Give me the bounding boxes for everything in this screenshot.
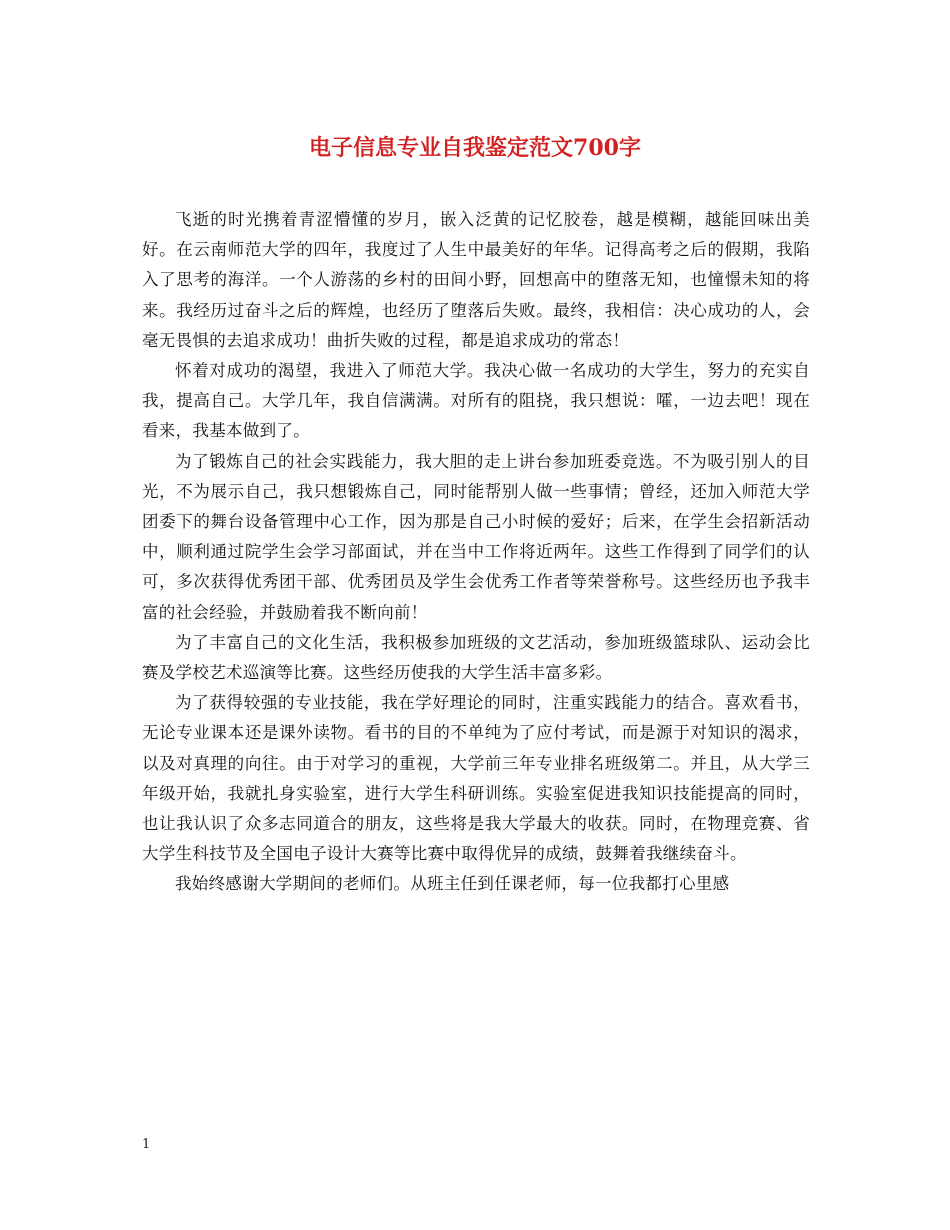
document-title: 电子信息专业自我鉴定范文700字 [309,135,641,161]
paragraph: 为了获得较强的专业技能，我在学好理论的同时，注重实践能力的结合。喜欢看书，无论专业课本还是课外读物。看书的目的不单纯为了应付考试，而是源于对知识的渴求，以及对真理的向往。由于对学习的重视，大学前三年专业排名班级第二。并且，从大学三年级开始，我就扎身实验室，进行大学生科研训练。实验室促进我知识技能提高的同时，也让我认识了众多志同道合的朋友，这些将是我大学最大的收获。同时，在物理竞赛、省大学生科技节及全国电子设计大赛等比赛中取得优异的成绩，鼓舞着我继续奋斗。 [142,693,810,864]
paragraph: 为了锻炼自己的社会实践能力，我大胆的走上讲台参加班委竞选。不为吸引别人的目光，不为展示自己，我只想锻炼自己，同时能帮别人做一些事情；曾经，还加入师范大学团委下的舞台设备管理中心工作，因为那是自己小时候的爱好；后来，在学生会招新活动中，顺利通过院学生会学习部面试，并在当中工作将近两年。这些工作得到了同学们的认可，多次获得优秀团干部、优秀团员及学生会优秀工作者等荣誉称号。这些经历也予我丰富的社会经验，并鼓励着我不断向前！ [142,451,810,622]
paragraph: 我始终感谢大学期间的老师们。从班主任到任课老师，每一位我都打心里感 [175,874,730,894]
page-number: 1 [142,1137,151,1152]
paragraph: 为了丰富自己的文化生活，我积极参加班级的文艺活动，参加班级篮球队、运动会比赛及学校艺术巡演等比赛。这些经历使我的大学生活丰富多彩。 [142,632,810,683]
paragraph: 怀着对成功的渴望，我进入了师范大学。我决心做一名成功的大学生，努力的充实自我，提高自己。大学几年，我自信满满。对所有的阻挠，我只想说：嚯，一边去吧！现在看来，我基本做到了。 [142,361,810,441]
paragraph: 飞逝的时光携着青涩懵懂的岁月，嵌入泛黄的记忆胶卷，越是模糊，越能回味出美好。在云南师范大学的四年，我度过了人生中最美好的年华。记得高考之后的假期，我陷入了思考的海洋。一个人游荡的乡村的田间小野，回想高中的堕落无知，也憧憬未知的将来。我经历过奋斗之后的辉煌，也经历了堕落后失败。最终，我相信：决心成功的人，会毫无畏惧的去追求成功！曲折失败的过程，都是追求成功的常态！ [142,210,810,350]
document-body [142,205,810,900]
